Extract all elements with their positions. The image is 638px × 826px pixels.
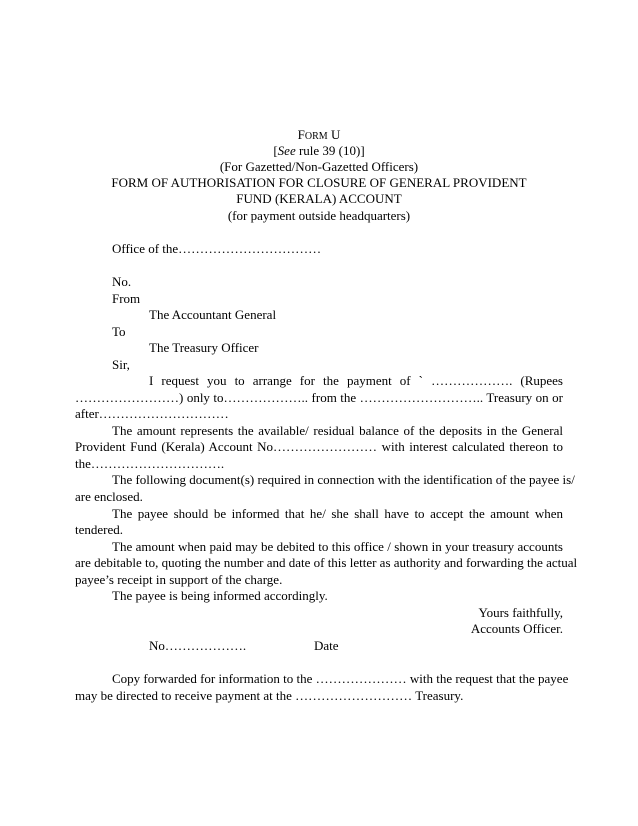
paragraph-2-line-1: The amount represents the available/ residual balance of the deposits in the General: [112, 423, 563, 438]
paragraph-1-line-1: I request you to arrange for the payment of ` ………………. (Rupees: [149, 373, 563, 388]
to-name: The Treasury Officer: [149, 340, 259, 355]
paragraph-1-line-2: ……………………) only to……………….. from the ……………………….. Treasury on or: [75, 390, 563, 405]
to-label: To: [112, 324, 126, 339]
closing-yours: Yours faithfully,: [478, 605, 563, 620]
paragraph-3-line-1: The following document(s) required in connection with the identification of the payee is/: [112, 472, 575, 487]
copy-line-2: may be directed to receive payment at the ……………………… Treasury.: [75, 688, 464, 703]
form-title-rest: ORM: [304, 131, 328, 142]
closing-date: Date: [314, 638, 339, 653]
payment-note: (for payment outside headquarters): [227, 208, 411, 223]
form-title-initial: F: [297, 127, 305, 142]
rule-see: See: [277, 143, 296, 158]
paragraph-4-line-2: tendered.: [75, 522, 124, 537]
closing-designation: Accounts Officer.: [470, 621, 563, 636]
from-label: From: [112, 291, 141, 306]
letter-number: No.: [112, 274, 132, 289]
paragraph-3-line-2: are enclosed.: [75, 489, 143, 504]
paragraph-5-line-2: are debitable to, quoting the number and date of this letter as authority and forwarding the actual: [75, 555, 578, 570]
form-title: [0, 127, 638, 143]
salutation: Sir,: [112, 357, 130, 372]
form-title-suffix: U: [327, 127, 341, 142]
form-heading-line1: FORM OF AUTHORISATION FOR CLOSURE OF GENERAL PROVIDENT: [111, 175, 527, 190]
rule-reference: [0, 143, 638, 159]
copy-line-1: Copy forwarded for information to the ………………… with the request that the payee: [112, 671, 569, 686]
paragraph-4-line-1: The payee should be informed that he/ she shall have to accept the amount when: [112, 506, 563, 521]
rule-open: [: [273, 143, 278, 158]
form-heading-line2: FUND (KERALA) ACCOUNT: [236, 191, 402, 206]
paragraph-6-line-1: The payee is being informed accordingly.: [112, 588, 328, 603]
paragraph-5-line-3: payee’s receipt in support of the charge.: [75, 572, 283, 587]
from-name: The Accountant General: [149, 307, 277, 322]
officer-type: (For Gazetted/Non-Gazetted Officers): [219, 159, 419, 174]
office-of-line: Office of the……………………………: [112, 241, 322, 256]
closing-number: No……………….: [149, 638, 247, 653]
paragraph-2-line-3: the………………………….: [75, 456, 225, 471]
paragraph-1-line-3: after…………………………: [75, 406, 229, 421]
rule-rest: rule 39 (10)]: [295, 143, 365, 158]
paragraph-5-line-1: The amount when paid may be debited to this office / shown in your treasury accounts: [112, 539, 563, 554]
paragraph-2-line-2: Provident Fund (Kerala) Account No…………………… with interest calculated thereon to: [75, 439, 563, 454]
